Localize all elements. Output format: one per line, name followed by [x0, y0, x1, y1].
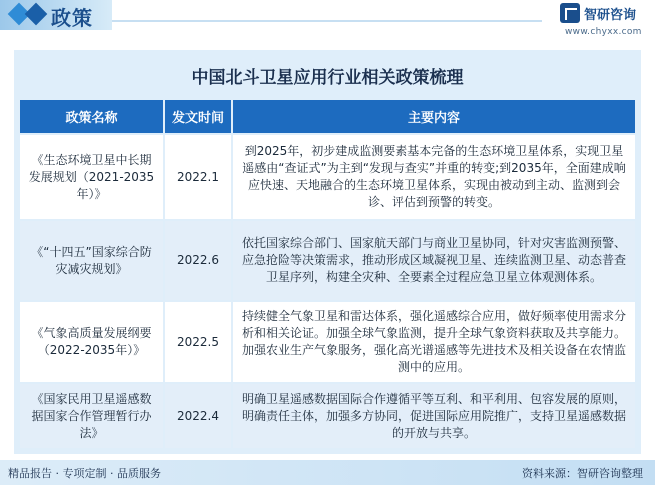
policy-date-cell: 2022.4	[165, 384, 231, 448]
column-header-date: 发文时间	[165, 100, 231, 133]
column-header-content: 主要内容	[233, 100, 635, 133]
brand-name: 智研咨询	[584, 7, 637, 23]
page-header	[0, 0, 655, 44]
policy-name-cell: 《生态环境卫星中长期发展规划（2021-2035年）》	[20, 135, 163, 219]
table-row	[20, 221, 635, 300]
column-header-policy-name: 政策名称	[20, 100, 163, 133]
policy-content-cell: 依托国家综合部门、国家航天部门与商业卫星协同，针对灾害监测预警、应急抢险等决策需求，推动形成区域凝视卫星、连续监测卫星、动态普查卫星序列，构建全灾种、全要素全过程应急卫星立体观测体系。	[233, 221, 635, 300]
policy-name-cell: 《“十四五”国家综合防灾减灾规划》	[20, 221, 163, 300]
table-title: 中国北斗卫星应用行业相关政策梳理	[191, 67, 464, 88]
policy-content-cell: 持续健全气象卫星和雷达体系，强化遥感综合应用，做好频率使用需求分析和相关论证。加强全球气象监测，提升全球气象资料获取及共享能力。加强农业生产气象服务，强化高光谱遥感等先进技术及相关设备在农情监测中的应用。	[233, 302, 635, 382]
policy-date-cell: 2022.5	[165, 302, 231, 382]
table-row	[20, 302, 635, 382]
footer-source: 资料来源：智研咨询整理	[522, 467, 643, 480]
table-row	[20, 135, 635, 219]
brand	[560, 3, 636, 23]
section-title: 政策	[51, 6, 93, 30]
policy-name-cell: 《气象高质量发展纲要（2022-2035年）》	[20, 302, 163, 382]
policy-content-cell: 明确卫星遥感数据国际合作遵循平等互利、和平利用、包容发展的原则，明确责任主体，加强多方协同，促进国际应用院推广，支持卫星遥感数据的开放与共享。	[233, 384, 635, 448]
policy-table-panel	[14, 50, 641, 454]
policy-content-cell: 到2025年，初步建成监测要素基本完备的生态环境卫星体系，实现卫星遥感由“查证式”为主到“发现与查实”并重的转变;到2035年，全面建成响应快速、天地融合的生态环境卫星体系，实现由被动到主动、监测到会诊、评估到预警的转变。	[233, 135, 635, 219]
header-divider	[112, 20, 542, 22]
policy-name-cell: 《国家民用卫星遥感数据国家合作管理暂行办法》	[20, 384, 163, 448]
policy-date-cell: 2022.6	[165, 221, 231, 300]
brand-logo-icon	[560, 3, 580, 23]
table-row	[20, 384, 635, 448]
footer-slogan: 精品报告 · 专项定制 · 品质服务	[8, 467, 161, 480]
page-footer	[0, 460, 655, 485]
brand-url: www.chyxx.com	[565, 27, 642, 37]
policy-date-cell: 2022.1	[165, 135, 231, 219]
